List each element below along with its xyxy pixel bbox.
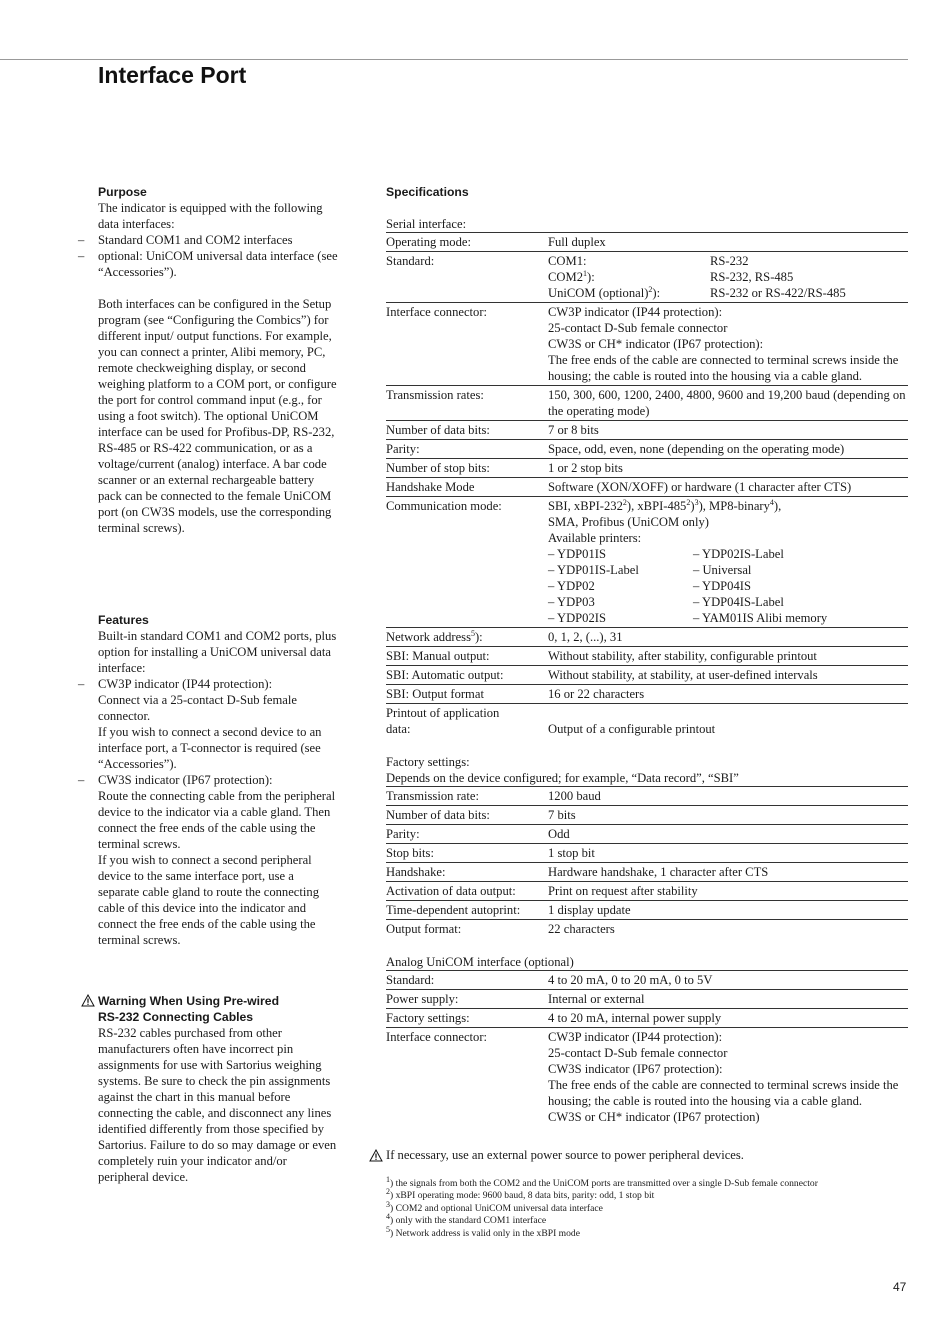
features-item-extra: If you wish to connect a second device to an interface port, a T-connector is required (see “Accessories”). — [98, 725, 322, 771]
specifications-section — [386, 184, 908, 1126]
spec-row-sbi-format: SBI: Output format 16 or 22 characters — [386, 685, 908, 704]
factory-row: Time-dependent autoprint: 1 display update — [386, 901, 908, 920]
printer-item: – YDP04IS — [693, 579, 751, 593]
features-heading: Features — [98, 613, 149, 627]
purpose-section — [78, 184, 338, 536]
purpose-bullet: – Standard COM1 and COM2 interfaces — [78, 233, 293, 247]
page-title: Interface Port — [98, 62, 247, 88]
printer-item: – YDP01IS — [548, 547, 606, 561]
analog-row: Standard: 4 to 20 mA, 0 to 20 mA, 0 to 5V — [386, 971, 908, 990]
spec-row-operating-mode: Operating mode: Full duplex — [386, 233, 908, 252]
features-item: – CW3S indicator (IP67 protection): — [78, 773, 273, 787]
footnote: $^4$) only with the standard COM1 interface — [386, 1212, 547, 1227]
footnote: $^5$) Network address is valid only in the xBPI mode — [386, 1224, 580, 1239]
features-item-extra: If you wish to connect a second peripheral device to the same interface port, use a separate cable gland to route the connecting cable of this device into the indicator and connect the free ends of the cable using the terminal screws. — [98, 853, 319, 947]
top-rule — [0, 59, 908, 60]
printer-item: – YDP02IS — [548, 611, 606, 625]
factory-row: Stop bits: 1 stop bit — [386, 844, 908, 863]
printer-list — [548, 546, 908, 626]
features-intro: Built-in standard COM1 and COM2 ports, plus option for installing a UniCOM universal data interface: — [98, 629, 337, 675]
spec-row-network-address: Network address$^5$): 0, 1, 2, (...), 31 — [386, 628, 908, 647]
page-number: 47 — [893, 1280, 907, 1294]
serial-interface-label: Serial interface: — [386, 216, 908, 233]
specifications-heading: Specifications — [386, 185, 469, 199]
factory-settings-desc: Depends on the device configured; for example, “Data record”, “SBI” — [386, 770, 908, 787]
printer-item: – YDP02 — [548, 579, 595, 593]
spec-row-sbi-automatic: SBI: Automatic output: Without stability, at stability, at user-defined intervals — [386, 666, 908, 685]
spec-row-handshake: Handshake Mode Software (XON/XOFF) or hardware (1 character after CTS) — [386, 478, 908, 497]
analog-row: Power supply: Internal or external — [386, 990, 908, 1009]
standard-subrow: COM1: RS-232 — [548, 254, 749, 268]
factory-row: Transmission rate: 1200 baud — [386, 787, 908, 806]
features-item-text: Connect via a 25-contact D-Sub female connector. — [98, 693, 297, 723]
printer-item: – YAM01IS Alibi memory — [693, 611, 828, 625]
purpose-paragraph: Both interfaces can be configured in the Setup program (see “Configuring the Combics”) for different input/ output functions. For example, you can connect a printer, Alibi memory, PC, remote checkweighing display, or second weighing platform to a COM port, or configure the port for control command input (e.g., for using a foot switch). The optional UniCOM interface can be used for Profibus-DP, RS-232, RS-485 or RS-422 communication, or as a voltage/current (analog) interface. A bar code scanner or an external rechargeable battery pack can be connected to the female UniCOM port (on CW3S models, use the corresponding terminal screws). — [98, 297, 337, 535]
spec-row-printout: Printout of application data: Output of a configurable printout — [386, 706, 716, 736]
spec-row-standard: Standard: COM1: RS-232 $COM2^1$): RS-232, RS-485 UniCOM (optional)$^2$): RS-232 or RS-422/RS-485 — [386, 252, 908, 303]
warning-triangle-icon — [81, 994, 95, 1007]
spec-row-transmission-rates: Transmission rates: 150, 300, 600, 1200, 2400, 4800, 9600 and 19,200 baud (depending on the operating mode) — [386, 386, 908, 421]
footnotes — [386, 1174, 908, 1240]
warning-heading-2: RS-232 Connecting Cables — [98, 1010, 254, 1024]
power-note: If necessary, use an external power source to power peripheral devices. — [386, 1147, 744, 1163]
factory-row: Number of data bits: 7 bits — [386, 806, 908, 825]
spec-row-communication-mode: Communication mode: SBI, xBPI-$232^2$), xBPI-$485^2)^3$), MP8-binary$^4$), SMA, Profibus (UniCOM only) Available printers: – YDP01IS – YDP02IS-Label – YDP01IS-Label – Universal – YDP02 – YDP04IS – YDP03 – YDP04IS-Label – YDP02IS – YAM01IS Alibi memory — [386, 497, 908, 628]
factory-settings-label: Factory settings: — [386, 755, 470, 769]
factory-row: Parity: Odd — [386, 825, 908, 844]
purpose-intro: The indicator is equipped with the following data interfaces: — [98, 201, 323, 231]
purpose-bullet: – optional: UniCOM universal data interface (see “Accessories”). — [78, 249, 338, 279]
factory-row: Activation of data output: Print on request after stability — [386, 882, 908, 901]
features-item-text: Route the connecting cable from the peripheral device to the indicator via a cable gland. Then connect the free ends of the cable using the terminal screws. — [98, 789, 336, 851]
footnote: $^2$) xBPI operating mode: 9600 baud, 8 data bits, parity: odd, 1 stop bit — [386, 1187, 655, 1202]
analog-row-connector: Interface connector: CW3P indicator (IP44 protection): 25-contact D-Sub female connector CW3S indicator (IP67 protection): The free ends of the cable are connected to terminal screws inside the housing; the cable is routed into the housing via a cable gland. CW3S or CH* indicator (IP67 protection) — [386, 1030, 899, 1124]
spec-row-parity: Parity: Space, odd, even, none (depending on the operating mode) — [386, 440, 908, 459]
analog-row: Factory settings: 4 to 20 mA, internal power supply — [386, 1009, 908, 1028]
printer-item: – YDP03 — [548, 595, 595, 609]
purpose-heading: Purpose — [98, 185, 147, 199]
warning-text: RS-232 cables purchased from other manufacturers often have incorrect pin assignments for use with Sartorius weighing systems. Be sure to check the pin assignments against the chart in this manual before connecting the cable, and disconnect any lines identified differently from those specified by Sartorius. Failure to do so may damage or even completely ruin your indicator and/or peripheral device. — [98, 1026, 337, 1184]
standard-subrow: UniCOM (optional)$^2$): RS-232 or RS-422/RS-485 — [548, 284, 846, 300]
spec-row-data-bits: Number of data bits: 7 or 8 bits — [386, 421, 908, 440]
spec-row-stop-bits: Number of stop bits: 1 or 2 stop bits — [386, 459, 908, 478]
spec-row-sbi-manual: SBI: Manual output: Without stability, after stability, configurable printout — [386, 647, 908, 666]
printer-item: – Universal — [693, 563, 752, 577]
printer-item: – YDP04IS-Label — [693, 595, 784, 609]
warning-heading: Warning When Using Pre-wired — [98, 994, 280, 1008]
footnote: $^1$) the signals from both the COM2 and the UniCOM ports are transmitted over a single D-Sub female connector — [386, 1174, 818, 1189]
printer-item: – YDP01IS-Label — [548, 563, 639, 577]
spec-row-interface-connector: Interface connector: CW3P indicator (IP44 protection): 25-contact D-Sub female connector CW3S or CH* indicator (IP67 protection): The free ends of the cable are connected to terminal screws inside the housing; the cable is routed into the housing via a cable gland. — [386, 303, 908, 386]
analog-interface-label: Analog UniCOM interface (optional) — [386, 954, 908, 971]
printer-item: – YDP02IS-Label — [693, 547, 784, 561]
factory-row-output-format: Output format: 22 characters — [386, 922, 615, 936]
features-item: – CW3P indicator (IP44 protection): — [78, 677, 273, 691]
warning-triangle-icon — [369, 1149, 383, 1162]
standard-subrow: $COM2^1$): RS-232, RS-485 — [548, 268, 794, 284]
footnote: $^3$) COM2 and optional UniCOM universal data interface — [386, 1199, 603, 1214]
features-section — [78, 612, 338, 948]
warning-section — [98, 993, 338, 1185]
factory-row: Handshake: Hardware handshake, 1 character after CTS — [386, 863, 908, 882]
